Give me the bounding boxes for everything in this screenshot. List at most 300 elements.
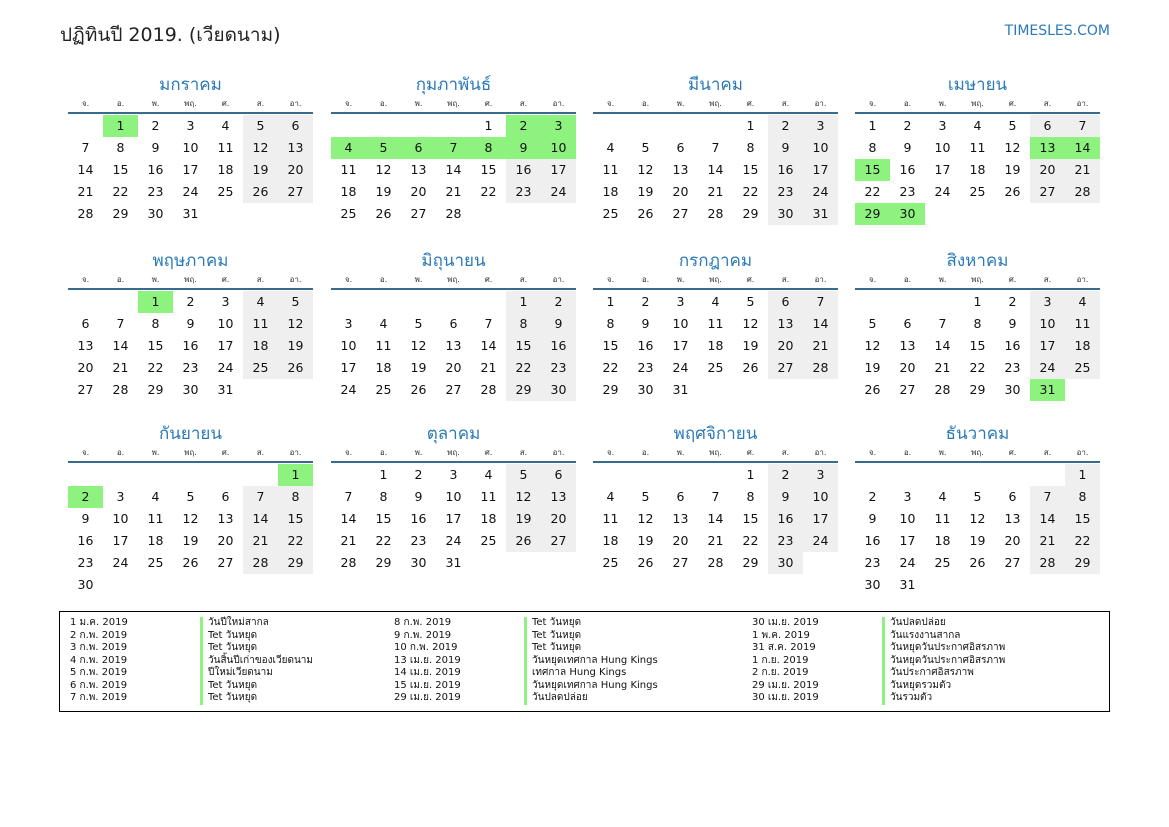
holiday-name: ปีใหม่เวียดนาม — [200, 667, 273, 680]
day-cell: 9 — [151, 140, 160, 155]
day-cell: 7 — [81, 140, 90, 155]
weekday-label: ศ. — [1008, 275, 1017, 284]
day-cell: 17 — [899, 533, 916, 548]
day-cell: 5 — [1008, 118, 1017, 133]
day-cell: 29 — [375, 555, 392, 570]
empty-cell — [471, 291, 506, 313]
holiday-row — [70, 692, 313, 705]
month-3 — [593, 72, 838, 225]
weekday-label: อา. — [289, 275, 302, 284]
day-cell: 7 — [938, 316, 947, 331]
holiday-name: วันหยุดวันประกาศอิสรภาพ — [882, 655, 1005, 668]
day-cell: 27 — [1004, 555, 1021, 570]
day-cell: 24 — [445, 533, 462, 548]
empty-cell — [68, 291, 103, 313]
day-cell: 12 — [969, 511, 986, 526]
weekday-header — [593, 447, 838, 463]
day-cell: 20 — [217, 533, 234, 548]
weekday-label: พฤ. — [184, 99, 197, 108]
day-cell: 20 — [278, 159, 313, 181]
day-cell: 25 — [217, 184, 234, 199]
day-cell: 11 — [602, 162, 619, 177]
empty-cell — [628, 115, 663, 137]
day-cell: 12 — [742, 316, 759, 331]
empty-cell — [855, 291, 890, 313]
month-5 — [68, 248, 313, 401]
day-cell: 7 — [243, 486, 278, 508]
day-cell: 3 — [449, 467, 458, 482]
day-cell: 28 — [480, 382, 497, 397]
day-cell: 21 — [803, 335, 838, 357]
day-cell: 24 — [934, 184, 951, 199]
day-cell: 17 — [541, 159, 576, 181]
day-cell: 21 — [112, 360, 129, 375]
empty-cell — [698, 464, 733, 486]
weekday-label: พ. — [676, 448, 685, 457]
day-cell: 14 — [707, 162, 724, 177]
day-cell: 30 — [890, 203, 925, 225]
day-cell: 7 — [116, 316, 125, 331]
weekday-label: พฤ. — [184, 275, 197, 284]
day-cell: 16 — [899, 162, 916, 177]
day-cell: 29 — [278, 552, 313, 574]
holiday-date: 9 ก.พ. 2019 — [394, 629, 452, 641]
holiday-row — [752, 617, 1005, 630]
day-cell: 14 — [445, 162, 462, 177]
day-cell: 25 — [934, 555, 951, 570]
day-cell: 12 — [278, 313, 313, 335]
weekday-label: จ. — [81, 99, 90, 108]
holiday-name: วันสิ้นปีเก่าของเวียดนาม — [200, 655, 313, 668]
holiday-row — [394, 617, 658, 630]
day-cell: 24 — [672, 360, 689, 375]
day-cell: 5 — [868, 316, 877, 331]
day-cell: 3 — [1030, 291, 1065, 313]
weekday-label: อา. — [289, 99, 302, 108]
weekday-label: จ. — [868, 99, 877, 108]
day-cell: 23 — [768, 181, 803, 203]
holiday-name: วันปีใหม่สากล — [200, 617, 269, 630]
day-cell: 5 — [746, 294, 755, 309]
day-cell: 20 — [1030, 159, 1065, 181]
month-6 — [331, 248, 576, 401]
holiday-row — [394, 655, 658, 668]
month-12 — [855, 421, 1100, 596]
day-cell: 2 — [414, 467, 423, 482]
weekday-header — [593, 98, 838, 114]
weekday-label: พ. — [414, 99, 423, 108]
day-cell: 26 — [637, 555, 654, 570]
day-cell: 17 — [182, 162, 199, 177]
holiday-date: 3 ก.พ. 2019 — [70, 642, 128, 653]
weekday-label: ศ. — [221, 448, 230, 457]
day-cell: 9 — [186, 316, 195, 331]
empty-cell — [890, 291, 925, 313]
day-cell: 2 — [768, 464, 803, 486]
day-cell: 13 — [278, 137, 313, 159]
holiday-row — [752, 642, 1005, 655]
day-cell: 29 — [1065, 552, 1100, 574]
day-cell: 12 — [182, 511, 199, 526]
day-cell: 7 — [803, 291, 838, 313]
month-days — [331, 115, 576, 225]
day-cell: 3 — [803, 115, 838, 137]
holiday-name: Tet วันหยุด — [200, 630, 257, 643]
day-cell: 23 — [410, 533, 427, 548]
weekday-label: พฤ. — [709, 448, 722, 457]
weekday-label: พ. — [151, 275, 160, 284]
day-cell: 18 — [707, 338, 724, 353]
month-8 — [855, 248, 1100, 401]
holiday-name: วันปลดปล่อย — [524, 692, 588, 705]
month-days — [855, 464, 1100, 596]
weekday-label: ส. — [1043, 448, 1052, 457]
day-cell: 1 — [379, 467, 388, 482]
day-cell: 10 — [899, 511, 916, 526]
weekday-header — [593, 274, 838, 290]
day-cell: 19 — [278, 335, 313, 357]
weekday-label: อ. — [903, 275, 912, 284]
day-cell: 16 — [147, 162, 164, 177]
weekday-label: อ. — [379, 275, 388, 284]
day-cell: 12 — [637, 162, 654, 177]
day-cell: 12 — [864, 338, 881, 353]
day-cell: 17 — [803, 508, 838, 530]
empty-cell — [68, 115, 103, 137]
holiday-date: 2 ก.พ. 2019 — [70, 629, 128, 641]
empty-cell — [855, 464, 890, 486]
day-cell: 30 — [768, 203, 803, 225]
month-7 — [593, 248, 838, 401]
holiday-name: วันประกาศอิสรภาพ — [882, 667, 974, 680]
weekday-label: อา. — [1076, 99, 1089, 108]
weekday-label: อ. — [379, 448, 388, 457]
day-cell: 10 — [340, 338, 357, 353]
holiday-date: 1 ก.ย. 2019 — [752, 654, 809, 666]
weekday-label: จ. — [606, 275, 615, 284]
weekday-label: พฤ. — [447, 275, 460, 284]
weekday-label: อา. — [1076, 275, 1089, 284]
holiday-date: 30 เม.ย. 2019 — [752, 617, 819, 628]
empty-cell — [663, 464, 698, 486]
holiday-name: วันหยุดเทศกาล Hung Kings — [524, 655, 658, 668]
day-cell: 14 — [112, 338, 129, 353]
month-days — [68, 115, 313, 225]
holiday-name: Tet วันหยุด — [524, 630, 581, 643]
day-cell: 8 — [379, 489, 388, 504]
holiday-name: Tet วันหยุด — [200, 692, 257, 705]
day-cell: 27 — [1030, 181, 1065, 203]
day-cell: 17 — [217, 338, 234, 353]
weekday-label: อา. — [552, 99, 565, 108]
day-cell: 21 — [707, 184, 724, 199]
day-cell: 26 — [278, 357, 313, 379]
day-cell: 11 — [480, 489, 497, 504]
day-cell: 18 — [969, 162, 986, 177]
day-cell: 25 — [602, 206, 619, 221]
day-cell: 13 — [217, 511, 234, 526]
day-cell: 3 — [903, 489, 912, 504]
day-cell: 16 — [506, 159, 541, 181]
day-cell: 27 — [278, 181, 313, 203]
month-11 — [593, 421, 838, 574]
day-cell: 30 — [410, 555, 427, 570]
day-cell: 4 — [711, 294, 720, 309]
weekday-label: อ. — [116, 448, 125, 457]
holiday-list — [59, 611, 1110, 712]
holiday-date: 10 ก.พ. 2019 — [394, 642, 458, 653]
holiday-name: วันแรงงานสากล — [882, 630, 960, 643]
day-cell: 29 — [742, 555, 759, 570]
day-cell: 16 — [768, 508, 803, 530]
holiday-row — [70, 680, 313, 693]
day-cell: 13 — [672, 511, 689, 526]
day-cell: 19 — [1004, 162, 1021, 177]
weekday-header — [331, 447, 576, 463]
weekday-label: ส. — [519, 275, 528, 284]
day-cell: 26 — [506, 530, 541, 552]
day-cell: 29 — [969, 382, 986, 397]
day-cell: 5 — [243, 115, 278, 137]
day-cell: 4 — [606, 140, 615, 155]
weekday-label: ส. — [781, 448, 790, 457]
empty-cell — [401, 115, 436, 137]
holiday-date: 2 ก.ย. 2019 — [752, 667, 809, 678]
weekday-header — [855, 98, 1100, 114]
empty-cell — [243, 464, 278, 486]
empty-cell — [103, 464, 138, 486]
weekday-label: พ. — [414, 275, 423, 284]
day-cell: 12 — [506, 486, 541, 508]
day-cell: 26 — [182, 555, 199, 570]
month-days — [331, 464, 576, 574]
day-cell: 23 — [768, 530, 803, 552]
day-cell: 4 — [331, 137, 366, 159]
day-cell: 12 — [375, 162, 392, 177]
holiday-name: เทศกาล Hung Kings — [524, 667, 626, 680]
day-cell: 6 — [1030, 115, 1065, 137]
day-cell: 30 — [541, 379, 576, 401]
weekday-label: ศ. — [746, 448, 755, 457]
day-cell: 25 — [375, 382, 392, 397]
day-cell: 5 — [641, 140, 650, 155]
day-cell: 11 — [934, 511, 951, 526]
day-cell: 30 — [637, 382, 654, 397]
day-cell: 26 — [969, 555, 986, 570]
holiday-date: 13 เม.ย. 2019 — [394, 654, 461, 666]
day-cell: 8 — [746, 140, 755, 155]
day-cell: 8 — [278, 486, 313, 508]
holiday-date: 6 ก.พ. 2019 — [70, 679, 128, 691]
day-cell: 18 — [480, 511, 497, 526]
empty-cell — [925, 291, 960, 313]
day-cell: 29 — [147, 382, 164, 397]
day-cell: 27 — [899, 382, 916, 397]
day-cell: 25 — [340, 206, 357, 221]
day-cell: 5 — [366, 137, 401, 159]
holiday-row — [394, 692, 658, 705]
day-cell: 28 — [112, 382, 129, 397]
day-cell: 2 — [641, 294, 650, 309]
holiday-date: 1 ม.ค. 2019 — [70, 617, 128, 628]
day-cell: 30 — [147, 206, 164, 221]
month-name: สิงหาคม — [946, 251, 1009, 271]
day-cell: 27 — [672, 555, 689, 570]
day-cell: 15 — [278, 508, 313, 530]
day-cell: 22 — [506, 357, 541, 379]
day-cell: 27 — [768, 357, 803, 379]
day-cell: 20 — [768, 335, 803, 357]
day-cell: 25 — [243, 357, 278, 379]
day-cell: 5 — [414, 316, 423, 331]
day-cell: 1 — [138, 291, 173, 313]
day-cell: 24 — [899, 555, 916, 570]
holiday-row — [752, 680, 1005, 693]
month-days — [331, 291, 576, 401]
day-cell: 23 — [77, 555, 94, 570]
empty-cell — [960, 464, 995, 486]
month-1 — [68, 72, 313, 225]
day-cell: 12 — [1004, 140, 1021, 155]
weekday-label: อ. — [116, 275, 125, 284]
holiday-name: วันรวมตัว — [882, 692, 932, 705]
day-cell: 25 — [602, 555, 619, 570]
day-cell: 31 — [182, 206, 199, 221]
day-cell: 25 — [480, 533, 497, 548]
day-cell: 23 — [637, 360, 654, 375]
day-cell: 18 — [602, 533, 619, 548]
day-cell: 6 — [401, 137, 436, 159]
weekday-label: จ. — [868, 448, 877, 457]
day-cell: 15 — [602, 338, 619, 353]
empty-cell — [331, 464, 366, 486]
weekday-label: ส. — [256, 99, 265, 108]
day-cell: 12 — [637, 511, 654, 526]
weekday-label: อ. — [641, 275, 650, 284]
weekday-label: พ. — [151, 448, 160, 457]
empty-cell — [698, 115, 733, 137]
day-cell: 16 — [768, 159, 803, 181]
day-cell: 28 — [707, 206, 724, 221]
day-cell: 31 — [899, 577, 916, 592]
day-cell: 15 — [1065, 508, 1100, 530]
day-cell: 6 — [676, 489, 685, 504]
day-cell: 2 — [868, 489, 877, 504]
day-cell: 6 — [541, 464, 576, 486]
weekday-header — [68, 447, 313, 463]
weekday-label: ส. — [256, 275, 265, 284]
day-cell: 14 — [243, 508, 278, 530]
holiday-row — [752, 630, 1005, 643]
holiday-date: 29 เม.ย. 2019 — [394, 692, 461, 703]
day-cell: 11 — [602, 511, 619, 526]
day-cell: 15 — [147, 338, 164, 353]
weekday-label: พ. — [938, 99, 947, 108]
holiday-date: 15 เม.ย. 2019 — [394, 679, 461, 691]
day-cell: 6 — [221, 489, 230, 504]
day-cell: 6 — [676, 140, 685, 155]
day-cell: 17 — [934, 162, 951, 177]
day-cell: 21 — [243, 530, 278, 552]
day-cell: 11 — [340, 162, 357, 177]
day-cell: 22 — [864, 184, 881, 199]
day-cell: 13 — [1004, 511, 1021, 526]
month-days — [593, 464, 838, 574]
day-cell: 29 — [506, 379, 541, 401]
weekday-label: ศ. — [1008, 99, 1017, 108]
day-cell: 16 — [1004, 338, 1021, 353]
day-cell: 18 — [934, 533, 951, 548]
day-cell: 26 — [742, 360, 759, 375]
holiday-row — [752, 667, 1005, 680]
day-cell: 13 — [410, 162, 427, 177]
month-days — [593, 291, 838, 401]
weekday-label: ศ. — [484, 275, 493, 284]
day-cell: 28 — [934, 382, 951, 397]
weekday-label: ศ. — [484, 448, 493, 457]
day-cell: 18 — [1065, 335, 1100, 357]
weekday-label: พ. — [151, 99, 160, 108]
day-cell: 27 — [217, 555, 234, 570]
day-cell: 15 — [742, 162, 759, 177]
day-cell: 9 — [506, 137, 541, 159]
day-cell: 30 — [768, 552, 803, 574]
day-cell: 10 — [217, 316, 234, 331]
day-cell: 1 — [278, 464, 313, 486]
day-cell: 19 — [243, 159, 278, 181]
month-days — [68, 464, 313, 596]
day-cell: 1 — [484, 118, 493, 133]
day-cell: 5 — [506, 464, 541, 486]
day-cell: 4 — [221, 118, 230, 133]
weekday-label: อา. — [814, 448, 827, 457]
day-cell: 9 — [414, 489, 423, 504]
holiday-date: 29 เม.ย. 2019 — [752, 679, 819, 691]
holiday-row — [70, 630, 313, 643]
day-cell: 27 — [672, 206, 689, 221]
day-cell: 10 — [182, 140, 199, 155]
day-cell: 27 — [541, 530, 576, 552]
day-cell: 4 — [379, 316, 388, 331]
empty-cell — [68, 464, 103, 486]
day-cell: 11 — [375, 338, 392, 353]
day-cell: 28 — [803, 357, 838, 379]
day-cell: 23 — [506, 181, 541, 203]
empty-cell — [663, 115, 698, 137]
day-cell: 25 — [147, 555, 164, 570]
day-cell: 3 — [344, 316, 353, 331]
day-cell: 29 — [112, 206, 129, 221]
weekday-label: ส. — [1043, 275, 1052, 284]
empty-cell — [366, 291, 401, 313]
day-cell: 21 — [1065, 159, 1100, 181]
day-cell: 4 — [151, 489, 160, 504]
holiday-date: 30 เม.ย. 2019 — [752, 692, 819, 703]
day-cell: 1 — [506, 291, 541, 313]
site-link[interactable]: TIMESLES.COM — [1004, 23, 1110, 39]
day-cell: 9 — [768, 486, 803, 508]
day-cell: 23 — [147, 184, 164, 199]
day-cell: 28 — [445, 206, 462, 221]
day-cell: 22 — [375, 533, 392, 548]
empty-cell — [925, 464, 960, 486]
day-cell: 9 — [641, 316, 650, 331]
empty-cell — [208, 464, 243, 486]
weekday-header — [331, 98, 576, 114]
day-cell: 24 — [217, 360, 234, 375]
empty-cell — [331, 291, 366, 313]
empty-cell — [628, 464, 663, 486]
